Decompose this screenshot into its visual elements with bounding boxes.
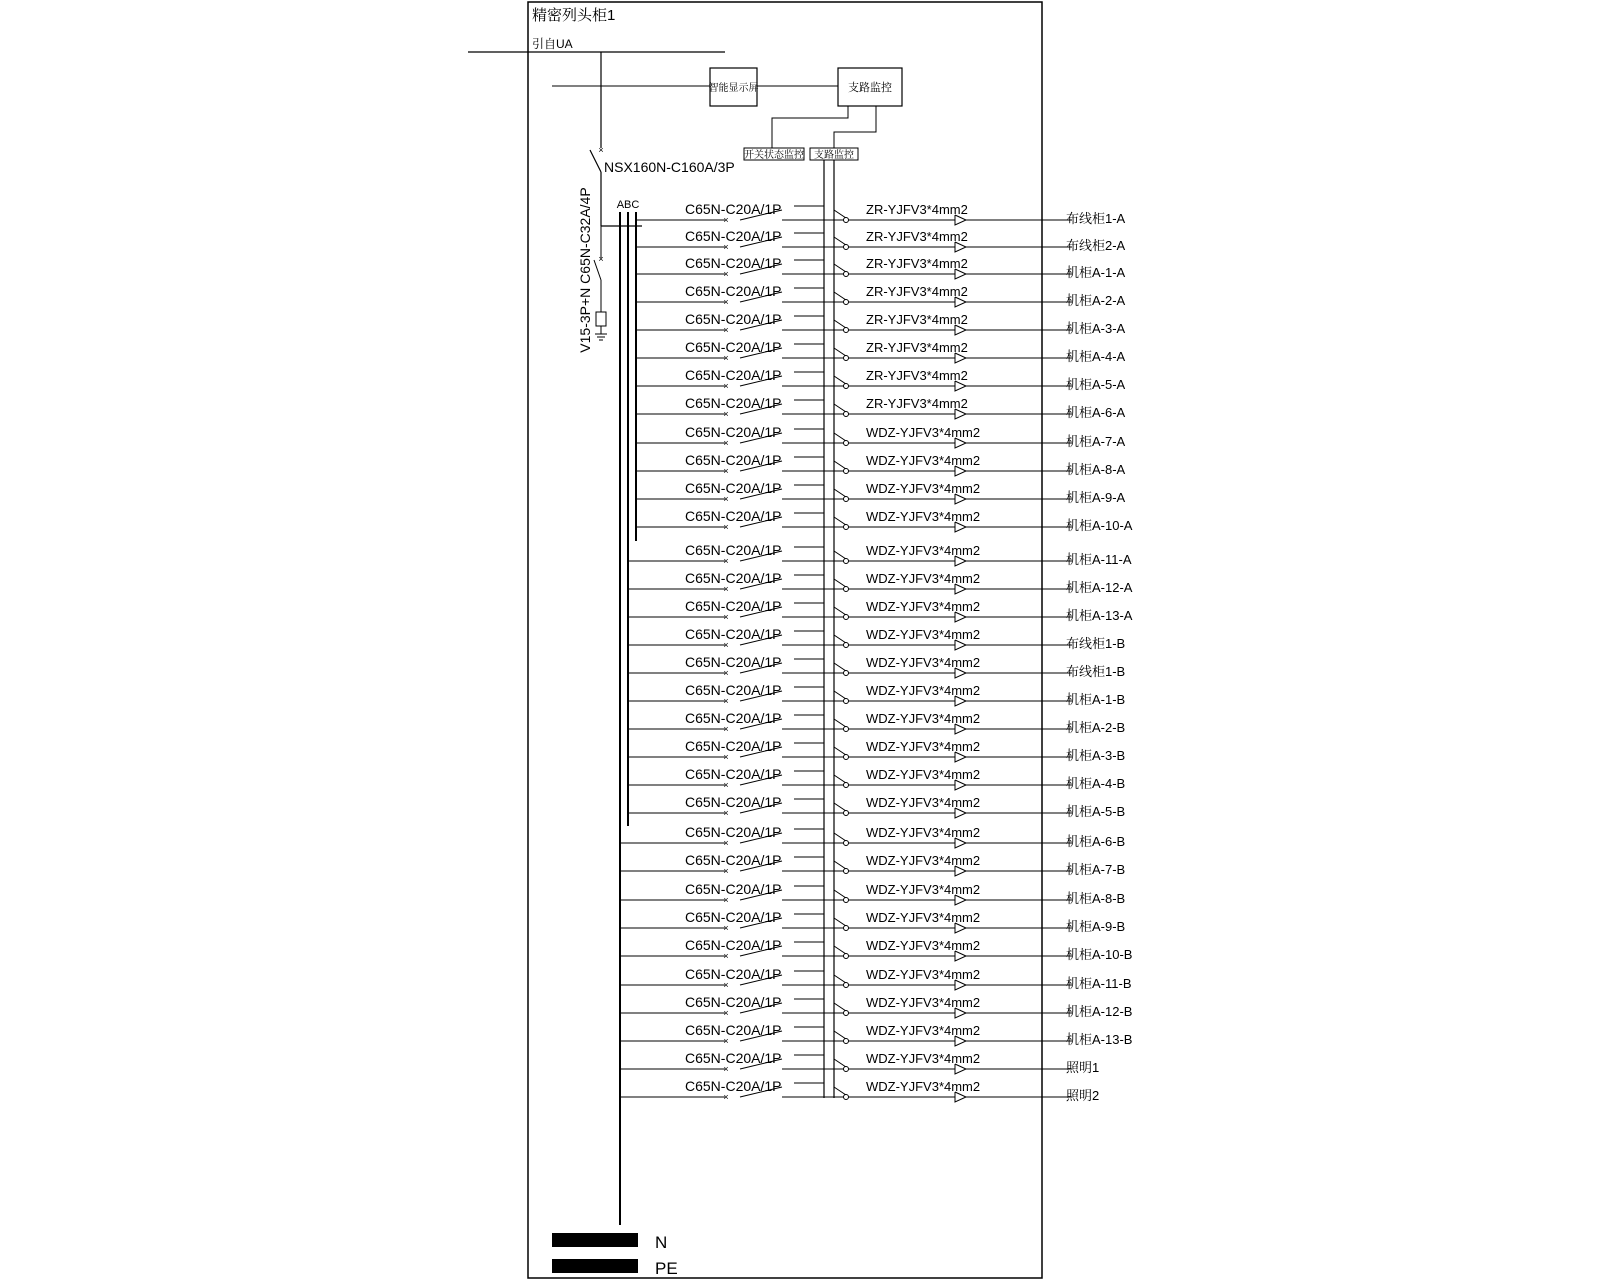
breaker-mark-icon: × <box>723 381 729 391</box>
neutral-label: N <box>655 1233 668 1252</box>
destination-label: 机柜A-1-B <box>1066 692 1126 707</box>
current-transformer-icon <box>844 755 849 760</box>
breaker-label: C65N-C20A/1P <box>685 909 782 925</box>
breaker-mark-icon: × <box>723 808 729 818</box>
destination-label: 机柜A-10-A <box>1066 518 1133 533</box>
current-transformer-icon <box>844 412 849 417</box>
breaker-mark-icon: × <box>723 353 729 363</box>
breaker-label: C65N-C20A/1P <box>685 937 782 953</box>
ct-wire <box>834 975 846 983</box>
breaker-mark-icon: × <box>723 951 729 961</box>
ct-wire <box>834 747 846 755</box>
destination-label: 机柜A-2-B <box>1066 720 1126 735</box>
breaker-label: C65N-C20A/1P <box>685 367 782 383</box>
cable-label: WDZ-YJFV3*4mm2 <box>866 627 981 642</box>
ct-wire <box>834 1087 846 1095</box>
breaker-mark-icon: × <box>723 696 729 706</box>
cable-label: WDZ-YJFV3*4mm2 <box>866 571 981 586</box>
breaker-label: C65N-C20A/1P <box>685 598 782 614</box>
ct-wire <box>834 320 846 328</box>
breaker-label: C65N-C20A/1P <box>685 570 782 586</box>
current-transformer-icon <box>844 727 849 732</box>
breaker-mark-icon: × <box>723 640 729 650</box>
breaker-label: C65N-C20A/1P <box>685 508 782 524</box>
cable-label: WDZ-YJFV3*4mm2 <box>866 599 981 614</box>
breaker-mark-icon: × <box>723 780 729 790</box>
current-transformer-icon <box>844 469 849 474</box>
destination-label: 机柜A-6-B <box>1066 834 1126 849</box>
breaker-label: C65N-C20A/1P <box>685 201 782 217</box>
spd-device-icon <box>596 312 606 326</box>
breaker-label: C65N-C20A/1P <box>685 824 782 840</box>
ct-wire <box>834 918 846 926</box>
destination-label: 机柜A-9-B <box>1066 919 1126 934</box>
cable-label: WDZ-YJFV3*4mm2 <box>866 1079 981 1094</box>
breaker-mark-icon: × <box>723 466 729 476</box>
current-transformer-icon <box>844 384 849 389</box>
breaker-label: C65N-C20A/1P <box>685 255 782 271</box>
ct-wire <box>834 861 846 869</box>
cable-label: WDZ-YJFV3*4mm2 <box>866 995 981 1010</box>
breaker-mark-icon: × <box>723 215 729 225</box>
cable-label: WDZ-YJFV3*4mm2 <box>866 938 981 953</box>
breaker-mark-icon: × <box>723 584 729 594</box>
cable-label: WDZ-YJFV3*4mm2 <box>866 711 981 726</box>
destination-label: 机柜A-6-A <box>1066 405 1126 420</box>
destination-label: 布线柜1-A <box>1066 211 1126 226</box>
current-transformer-icon <box>844 841 849 846</box>
pe-bar <box>552 1259 638 1273</box>
destination-label: 机柜A-5-B <box>1066 804 1126 819</box>
current-transformer-icon <box>844 525 849 530</box>
main-breaker-label: NSX160N-C160A/3P <box>604 159 735 175</box>
ct-wire <box>834 461 846 469</box>
breaker-mark-icon: × <box>723 438 729 448</box>
breaker-label: C65N-C20A/1P <box>685 1050 782 1066</box>
smart-display-label: 智能显示屏 <box>708 83 759 94</box>
spd-breaker-mark-icon: × <box>598 254 604 264</box>
breaker-label: C65N-C20A/1P <box>685 228 782 244</box>
current-transformer-icon <box>844 1011 849 1016</box>
breaker-mark-icon: × <box>723 1008 729 1018</box>
breaker-mark-icon: × <box>723 923 729 933</box>
breaker-label: C65N-C20A/1P <box>685 626 782 642</box>
ct-wire <box>834 691 846 699</box>
ct-wire <box>834 433 846 441</box>
breaker-label: C65N-C20A/1P <box>685 682 782 698</box>
ct-wire <box>834 719 846 727</box>
ct-wire <box>834 635 846 643</box>
breaker-label: C65N-C20A/1P <box>685 738 782 754</box>
destination-label: 机柜A-12-B <box>1066 1004 1133 1019</box>
current-transformer-icon <box>844 869 849 874</box>
breaker-label: C65N-C20A/1P <box>685 424 782 440</box>
destination-label: 机柜A-2-A <box>1066 293 1126 308</box>
current-transformer-icon <box>844 300 849 305</box>
panel-title: 精密列头柜1 <box>532 7 616 24</box>
breaker-label: C65N-C20A/1P <box>685 452 782 468</box>
switch-state-wire <box>772 106 848 148</box>
breaker-label: C65N-C20A/1P <box>685 794 782 810</box>
branch-monitor-label: 支路监控 <box>848 82 892 94</box>
neutral-bar <box>552 1233 638 1247</box>
cable-label: ZR-YJFV3*4mm2 <box>866 202 968 217</box>
cable-label: WDZ-YJFV3*4mm2 <box>866 967 981 982</box>
current-transformer-icon <box>844 954 849 959</box>
destination-label: 机柜A-10-B <box>1066 947 1133 962</box>
destination-label: 机柜A-9-A <box>1066 490 1126 505</box>
cable-label: ZR-YJFV3*4mm2 <box>866 284 968 299</box>
breaker-mark-icon: × <box>723 325 729 335</box>
main-breaker-mark-icon: × <box>598 145 604 155</box>
ct-wire <box>834 1003 846 1011</box>
current-transformer-icon <box>844 783 849 788</box>
ct-wire <box>834 607 846 615</box>
breaker-mark-icon: × <box>723 838 729 848</box>
current-transformer-icon <box>844 441 849 446</box>
breaker-label: C65N-C20A/1P <box>685 339 782 355</box>
breaker-label: C65N-C20A/1P <box>685 311 782 327</box>
breaker-mark-icon: × <box>723 895 729 905</box>
current-transformer-icon <box>844 587 849 592</box>
current-transformer-icon <box>844 272 849 277</box>
current-transformer-icon <box>844 1095 849 1100</box>
cable-label: WDZ-YJFV3*4mm2 <box>866 739 981 754</box>
breaker-label: C65N-C20A/1P <box>685 1022 782 1038</box>
destination-label: 机柜A-3-A <box>1066 321 1126 336</box>
destination-label: 机柜A-3-B <box>1066 748 1126 763</box>
breaker-label: C65N-C20A/1P <box>685 881 782 897</box>
breaker-label: C65N-C20A/1P <box>685 710 782 726</box>
ct-wire <box>834 890 846 898</box>
breaker-label: C65N-C20A/1P <box>685 994 782 1010</box>
destination-label: 布线柜1-B <box>1066 664 1126 679</box>
breaker-mark-icon: × <box>723 724 729 734</box>
destination-label: 机柜A-1-A <box>1066 265 1126 280</box>
breaker-mark-icon: × <box>723 1092 729 1102</box>
cable-label: WDZ-YJFV3*4mm2 <box>866 795 981 810</box>
cable-label: WDZ-YJFV3*4mm2 <box>866 655 981 670</box>
breaker-label: C65N-C20A/1P <box>685 766 782 782</box>
destination-label: 机柜A-4-B <box>1066 776 1126 791</box>
breaker-label: C65N-C20A/1P <box>685 395 782 411</box>
breaker-mark-icon: × <box>723 409 729 419</box>
current-transformer-icon <box>844 1067 849 1072</box>
current-transformer-icon <box>844 811 849 816</box>
cable-label: ZR-YJFV3*4mm2 <box>866 312 968 327</box>
current-transformer-icon <box>844 926 849 931</box>
ct-wire <box>834 775 846 783</box>
cable-label: WDZ-YJFV3*4mm2 <box>866 910 981 925</box>
destination-label: 机柜A-7-B <box>1066 862 1126 877</box>
cable-label: WDZ-YJFV3*4mm2 <box>866 481 981 496</box>
cable-label: WDZ-YJFV3*4mm2 <box>866 825 981 840</box>
current-transformer-icon <box>844 983 849 988</box>
current-transformer-icon <box>844 328 849 333</box>
ct-wire <box>834 348 846 356</box>
current-transformer-icon <box>844 559 849 564</box>
destination-label: 布线柜1-B <box>1066 636 1126 651</box>
cable-label: ZR-YJFV3*4mm2 <box>866 256 968 271</box>
current-transformer-icon <box>844 615 849 620</box>
breaker-mark-icon: × <box>723 668 729 678</box>
ct-wire <box>834 292 846 300</box>
breaker-mark-icon: × <box>723 866 729 876</box>
breaker-label: C65N-C20A/1P <box>685 480 782 496</box>
ct-wire <box>834 264 846 272</box>
breaker-mark-icon: × <box>723 752 729 762</box>
destination-label: 机柜A-8-B <box>1066 891 1126 906</box>
ct-wire <box>834 1031 846 1039</box>
destination-label: 机柜A-12-A <box>1066 580 1133 595</box>
cable-label: ZR-YJFV3*4mm2 <box>866 396 968 411</box>
breaker-label: C65N-C20A/1P <box>685 283 782 299</box>
current-transformer-icon <box>844 671 849 676</box>
cable-label: WDZ-YJFV3*4mm2 <box>866 1023 981 1038</box>
switch-state-tag: 开关状态监控 <box>744 150 804 161</box>
ct-wire <box>834 237 846 245</box>
breaker-mark-icon: × <box>723 242 729 252</box>
breaker-mark-icon: × <box>723 522 729 532</box>
current-transformer-icon <box>844 643 849 648</box>
ct-wire <box>834 517 846 525</box>
cable-label: WDZ-YJFV3*4mm2 <box>866 543 981 558</box>
breaker-label: C65N-C20A/1P <box>685 654 782 670</box>
breaker-mark-icon: × <box>723 494 729 504</box>
breaker-mark-icon: × <box>723 980 729 990</box>
breaker-label: C65N-C20A/1P <box>685 542 782 558</box>
cable-label: WDZ-YJFV3*4mm2 <box>866 1051 981 1066</box>
cable-label: ZR-YJFV3*4mm2 <box>866 368 968 383</box>
ct-wire <box>834 803 846 811</box>
destination-label: 机柜A-8-A <box>1066 462 1126 477</box>
ct-wire <box>834 946 846 954</box>
cable-label: WDZ-YJFV3*4mm2 <box>866 509 981 524</box>
ct-wire <box>834 551 846 559</box>
branch-circuits <box>620 201 1133 1103</box>
cable-label: WDZ-YJFV3*4mm2 <box>866 853 981 868</box>
destination-label: 机柜A-4-A <box>1066 349 1126 364</box>
breaker-mark-icon: × <box>723 1064 729 1074</box>
phase-labels: ABC <box>616 199 640 211</box>
breaker-mark-icon: × <box>723 612 729 622</box>
pe-label: PE <box>655 1259 678 1278</box>
breaker-label: C65N-C20A/1P <box>685 966 782 982</box>
ct-wire <box>834 579 846 587</box>
destination-label: 机柜A-11-A <box>1066 552 1132 567</box>
destination-label: 机柜A-11-B <box>1066 976 1132 991</box>
destination-label: 照明2 <box>1066 1088 1100 1103</box>
current-transformer-icon <box>844 497 849 502</box>
breaker-label: C65N-C20A/1P <box>685 1078 782 1094</box>
breaker-mark-icon: × <box>723 1036 729 1046</box>
cable-label: WDZ-YJFV3*4mm2 <box>866 882 981 897</box>
ct-wire <box>834 1059 846 1067</box>
current-transformer-icon <box>844 245 849 250</box>
branch-monitor-tag: 支路监控 <box>814 150 854 161</box>
cable-label: WDZ-YJFV3*4mm2 <box>866 425 981 440</box>
cable-label: WDZ-YJFV3*4mm2 <box>866 683 981 698</box>
incoming-label: 引自UA <box>532 37 573 51</box>
ct-wire <box>834 489 846 497</box>
destination-label: 机柜A-5-A <box>1066 377 1126 392</box>
destination-label: 机柜A-13-B <box>1066 1032 1133 1047</box>
ct-wire <box>834 376 846 384</box>
destination-label: 机柜A-7-A <box>1066 434 1126 449</box>
spd-label: V15-3P+N C65N-C32A/4P <box>577 187 593 353</box>
breaker-mark-icon: × <box>723 297 729 307</box>
ct-wire <box>834 210 846 218</box>
ct-wire <box>834 663 846 671</box>
destination-label: 布线柜2-A <box>1066 238 1126 253</box>
current-transformer-icon <box>844 1039 849 1044</box>
current-transformer-icon <box>844 898 849 903</box>
destination-label: 照明1 <box>1066 1060 1100 1075</box>
cable-label: ZR-YJFV3*4mm2 <box>866 340 968 355</box>
current-transformer-icon <box>844 356 849 361</box>
ct-wire <box>834 833 846 841</box>
cable-label: WDZ-YJFV3*4mm2 <box>866 767 981 782</box>
current-transformer-icon <box>844 699 849 704</box>
breaker-mark-icon: × <box>723 556 729 566</box>
cable-label: ZR-YJFV3*4mm2 <box>866 229 968 244</box>
destination-label: 机柜A-13-A <box>1066 608 1133 623</box>
branch-monitor-wire <box>834 106 876 148</box>
breaker-label: C65N-C20A/1P <box>685 852 782 868</box>
ct-wire <box>834 404 846 412</box>
cable-label: WDZ-YJFV3*4mm2 <box>866 453 981 468</box>
breaker-mark-icon: × <box>723 269 729 279</box>
current-transformer-icon <box>844 218 849 223</box>
